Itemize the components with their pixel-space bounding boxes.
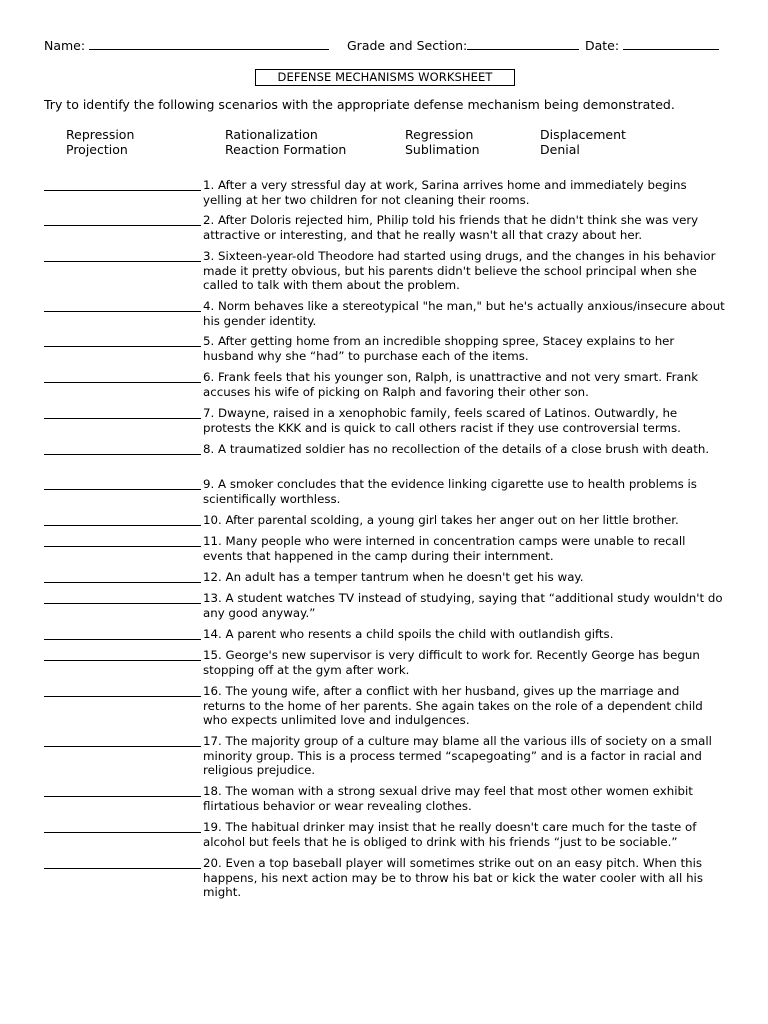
question-text: 16. The young wife, after a conflict with her husband, gives up the marriage and returns to the home of her parents. She again takes on the role of a dependent child who expects unlimited love and indulgences. bbox=[203, 684, 703, 727]
date-blank[interactable] bbox=[623, 38, 719, 50]
answer-blank[interactable] bbox=[44, 407, 201, 419]
answer-blank[interactable] bbox=[44, 371, 201, 383]
grade-section-field[interactable] bbox=[347, 38, 579, 53]
instructions-text: Try to identify the following scenarios with the appropriate defense mechanism being demonstrated. bbox=[44, 97, 675, 112]
date-label: Date: bbox=[585, 38, 620, 53]
answer-blank[interactable] bbox=[44, 443, 201, 455]
question-text: 17. The majority group of a culture may blame all the various ills of society on a small minority group. This is a process termed “scapegoating” and is a factor in racial and religious prejudice. bbox=[203, 734, 712, 777]
question-text: 19. The habitual drinker may insist that he really doesn't care much for the taste of alcohol but feels that he is obliged to drink with his friends “just to be sociable.” bbox=[203, 820, 697, 849]
name-blank[interactable] bbox=[89, 38, 329, 50]
answer-blank[interactable] bbox=[44, 514, 201, 526]
question-text: 10. After parental scolding, a young girl takes her anger out on her little brother. bbox=[203, 513, 679, 527]
name-label: Name: bbox=[44, 38, 86, 53]
question-text: 15. George's new supervisor is very difficult to work for. Recently George has begun stopping off at the gym after work. bbox=[203, 648, 700, 677]
question-text: 14. A parent who resents a child spoils the child with outlandish gifts. bbox=[203, 627, 614, 641]
answer-blank[interactable] bbox=[44, 300, 201, 312]
worksheet-title: DEFENSE MECHANISMS WORKSHEET bbox=[255, 69, 515, 86]
answer-blank[interactable] bbox=[44, 628, 201, 640]
term-displacement: Displacement bbox=[540, 127, 626, 142]
term-denial: Denial bbox=[540, 142, 580, 157]
answer-blank[interactable] bbox=[44, 571, 201, 583]
term-reaction-formation: Reaction Formation bbox=[225, 142, 347, 157]
term-rationalization: Rationalization bbox=[225, 127, 318, 142]
question-text: 18. The woman with a strong sexual drive may feel that most other women exhibit flirtatious behavior or wear revealing clothes. bbox=[203, 784, 693, 813]
answer-blank[interactable] bbox=[44, 335, 201, 347]
answer-blank[interactable] bbox=[44, 649, 201, 661]
answer-blank[interactable] bbox=[44, 535, 201, 547]
term-sublimation: Sublimation bbox=[405, 142, 480, 157]
answer-blank[interactable] bbox=[44, 735, 201, 747]
question-text: 6. Frank feels that his younger son, Ralph, is unattractive and not very smart. Frank accuses his wife of picking on Ralph and favoring their other son. bbox=[203, 370, 699, 399]
answer-blank[interactable] bbox=[44, 250, 201, 262]
question-text: 4. Norm behaves like a stereotypical "he man," but he's actually anxious/insecure about his gender identity. bbox=[203, 299, 725, 328]
answer-blank[interactable] bbox=[44, 179, 201, 191]
grade-section-blank[interactable] bbox=[467, 38, 579, 50]
answer-blank[interactable] bbox=[44, 821, 201, 833]
term-repression: Repression bbox=[66, 127, 135, 142]
name-field[interactable] bbox=[44, 38, 329, 53]
answer-blank[interactable] bbox=[44, 592, 201, 604]
question-text: 8. A traumatized soldier has no recollection of the details of a close brush with death. bbox=[203, 442, 710, 456]
answer-blank[interactable] bbox=[44, 685, 201, 697]
question-text: 7. Dwayne, raised in a xenophobic family, feels scared of Latinos. Outwardly, he protests the KKK and is quick to call others racist if they use controversial terms. bbox=[203, 406, 681, 435]
grade-section-label: Grade and Section: bbox=[347, 38, 468, 53]
answer-blank[interactable] bbox=[44, 214, 201, 226]
question-text: 9. A smoker concludes that the evidence linking cigarette use to health problems is scientifically worthless. bbox=[203, 477, 697, 506]
question-text: 2. After Doloris rejected him, Philip told his friends that he didn't think she was very attractive or interesting, and that he really wasn't all that crazy about her. bbox=[203, 213, 699, 242]
question-text: 1. After a very stressful day at work, Sarina arrives home and immediately begins yelling at her two children for not cleaning their rooms. bbox=[203, 178, 687, 207]
answer-blank[interactable] bbox=[44, 857, 201, 869]
question-text: 5. After getting home from an incredible shopping spree, Stacey explains to her husband why she “had” to purchase each of the items. bbox=[203, 334, 675, 363]
date-field[interactable] bbox=[585, 38, 719, 53]
answer-blank[interactable] bbox=[44, 478, 201, 490]
answer-blank[interactable] bbox=[44, 785, 201, 797]
question-text: 3. Sixteen-year-old Theodore had started using drugs, and the changes in his behavior made it pretty obvious, but his parents didn't believe the school principal when she called to talk with them about the problem. bbox=[203, 249, 716, 292]
question-text: 20. Even a top baseball player will sometimes strike out on an easy pitch. When this happens, his next action may be to throw his bat or kick the water cooler with all his might. bbox=[203, 856, 703, 899]
term-projection: Projection bbox=[66, 142, 128, 157]
question-text: 11. Many people who were interned in concentration camps were unable to recall events that happened in the camp during their internment. bbox=[203, 534, 686, 563]
question-text: 13. A student watches TV instead of studying, saying that “additional study wouldn't do any good anyway.” bbox=[203, 591, 723, 620]
term-regression: Regression bbox=[405, 127, 474, 142]
question-text: 12. An adult has a temper tantrum when he doesn't get his way. bbox=[203, 570, 584, 584]
